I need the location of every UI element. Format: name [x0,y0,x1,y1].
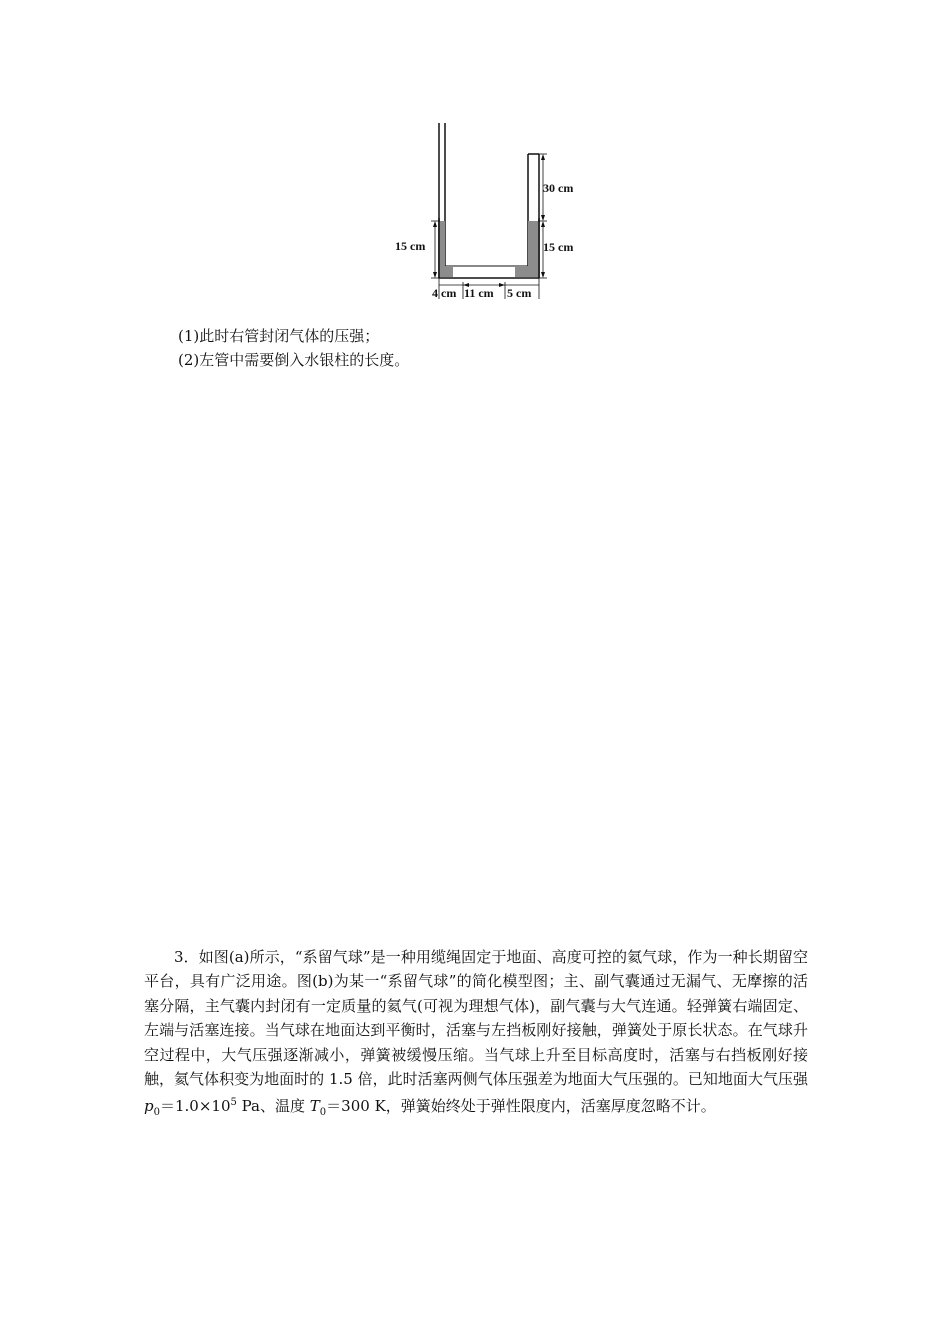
question-1: (1)此时右管封闭气体的压强； [178,327,380,345]
bottom-right-length-label: 5 cm [507,286,532,300]
pressure-exponent: 5 [230,1097,237,1109]
problem-3-text: 3．如图(a)所示，“系留气球”是一种用缆绳固定于地面、高度可控的氦气球，作为一种长期留空平台，具有广泛用途。图(b)为某一“系留气球”的简化模型图；主、副气囊通过无漏气、无摩擦的活塞分隔，主气囊内封闭有一定质量的氦气(可视为理想气体)，副气囊与大气连通。轻弹簧右端固定、左端与活塞连接。当气球在地面达到平衡时，活塞与左挡板刚好接触，弹簧处于原长状态。在气球升空过程中，大气压强逐渐减小，弹簧被缓慢压缩。当气球上升至目标高度时，活塞与右挡板刚好接触，氦气体积变为地面时的 1.5 倍，此时活塞两侧气体压强差为地面大气压强的。已知地面大气压强 [144,948,808,1089]
pressure-value: ＝1.0×10 [159,1097,231,1116]
bottom-dim-arrow-mid-right [499,283,505,287]
right-mercury-height-label: 15 cm [543,240,574,254]
pressure-unit: Pa、温度 [236,1097,310,1116]
mercury-right [515,221,538,277]
bottom-left-length-label: 4 cm [432,286,457,300]
right-mercury-dim-arrow-top [541,221,545,227]
right-air-dim-arrow-top [541,154,545,160]
right-air-dim-arrow-bottom [541,215,545,221]
pressure-subscript: 0 [153,1107,160,1119]
problem-3-paragraph [144,945,808,1126]
left-mercury-dim-arrow-bottom [433,272,437,278]
u-tube-diagram [395,118,595,308]
bottom-mid-length-label: 11 cm [464,286,494,300]
left-mercury-dim-arrow-top [433,221,437,227]
temperature-symbol: T [309,1097,320,1116]
temperature-subscript: 0 [319,1107,327,1119]
temperature-rest: ＝300 K，弹簧始终处于弹性限度内，活塞厚度忽略不计。 [326,1097,716,1116]
right-mercury-dim-arrow-bottom [541,272,545,278]
mercury-left [440,221,453,277]
question-2: (2)左管中需要倒入水银柱的长度。 [178,351,410,369]
pressure-symbol: p [144,1097,154,1116]
problem-3 [144,945,808,1126]
right-air-length-label: 30 cm [543,181,574,195]
left-mercury-height-label: 15 cm [395,239,426,253]
